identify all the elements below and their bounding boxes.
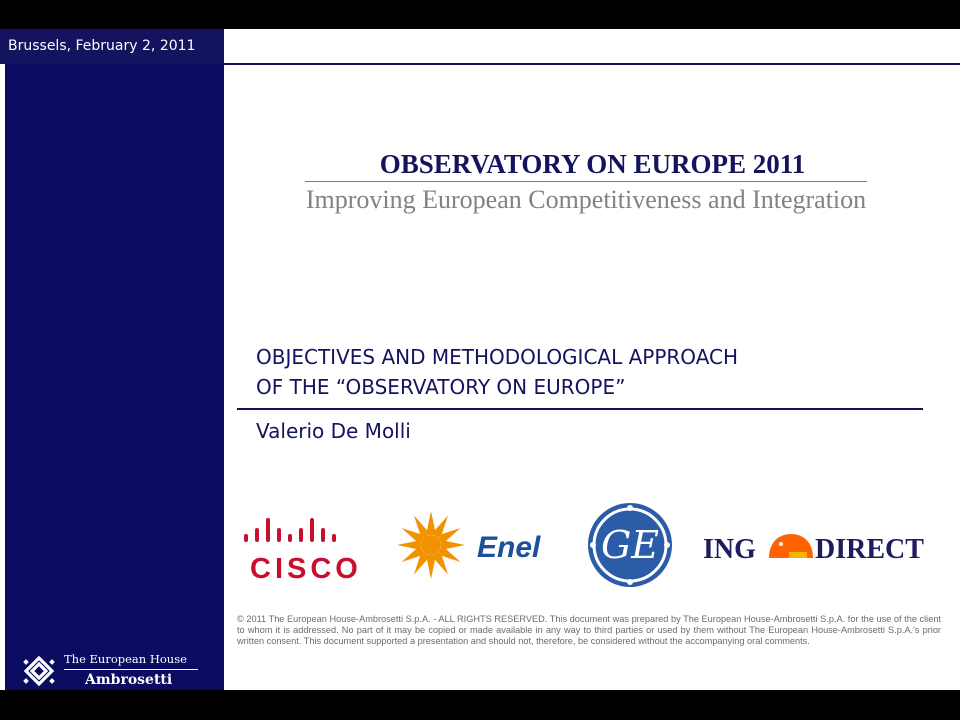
european-house-logo-rule xyxy=(64,669,198,670)
slide xyxy=(0,29,960,690)
cisco-logo xyxy=(240,514,370,582)
european-house-mark-icon xyxy=(21,654,57,690)
slide-subtitle: Improving European Competitiveness and Integration xyxy=(305,185,867,214)
ge-monogram: GE xyxy=(600,523,660,567)
section-heading-line2: OF THE “OBSERVATORY ON EUROPE” xyxy=(256,375,626,399)
enel-wordmark: Enel xyxy=(477,531,541,564)
date-header: Brussels, February 2, 2011 xyxy=(0,29,224,64)
slide-title: OBSERVATORY ON EUROPE 2011 xyxy=(379,149,806,179)
sidebar-panel xyxy=(5,64,224,690)
european-house-logo-line2: Ambrosetti xyxy=(85,672,173,688)
section-heading-line1: OBJECTIVES AND METHODOLOGICAL APPROACH xyxy=(256,345,739,369)
copyright-notice: © 2011 The European House-Ambrosetti S.p.A. - ALL RIGHTS RESERVED. This document was prepared by The European House-Ambrosetti S.p.A. for the use of the client to whom it is addressed. No part of it may be copied or made available in any way to third parties or used by them without The European House-Ambrosetti S.p.A.'s prior written consent. This document supported a presentation and should not, therefore, be considered without the accompanying oral comments. xyxy=(237,614,941,647)
ing-direct-logo xyxy=(703,524,948,569)
european-house-logo-line1: The European House xyxy=(64,652,187,666)
cisco-bars-icon xyxy=(244,518,336,542)
enel-sun-icon xyxy=(397,511,465,579)
cisco-wordmark: CISCO xyxy=(250,553,362,582)
ge-logo xyxy=(586,501,674,589)
european-house-logo xyxy=(21,648,201,690)
section-heading xyxy=(256,342,896,402)
ing-wordmark: ING xyxy=(703,534,756,565)
section-rule xyxy=(237,408,923,410)
title-rule xyxy=(305,181,867,182)
direct-wordmark: DIRECT xyxy=(815,534,924,565)
header-rule xyxy=(224,63,960,65)
author-name: Valerio De Molli xyxy=(256,419,411,443)
ing-lion-icon xyxy=(769,534,813,558)
enel-logo xyxy=(395,509,555,581)
